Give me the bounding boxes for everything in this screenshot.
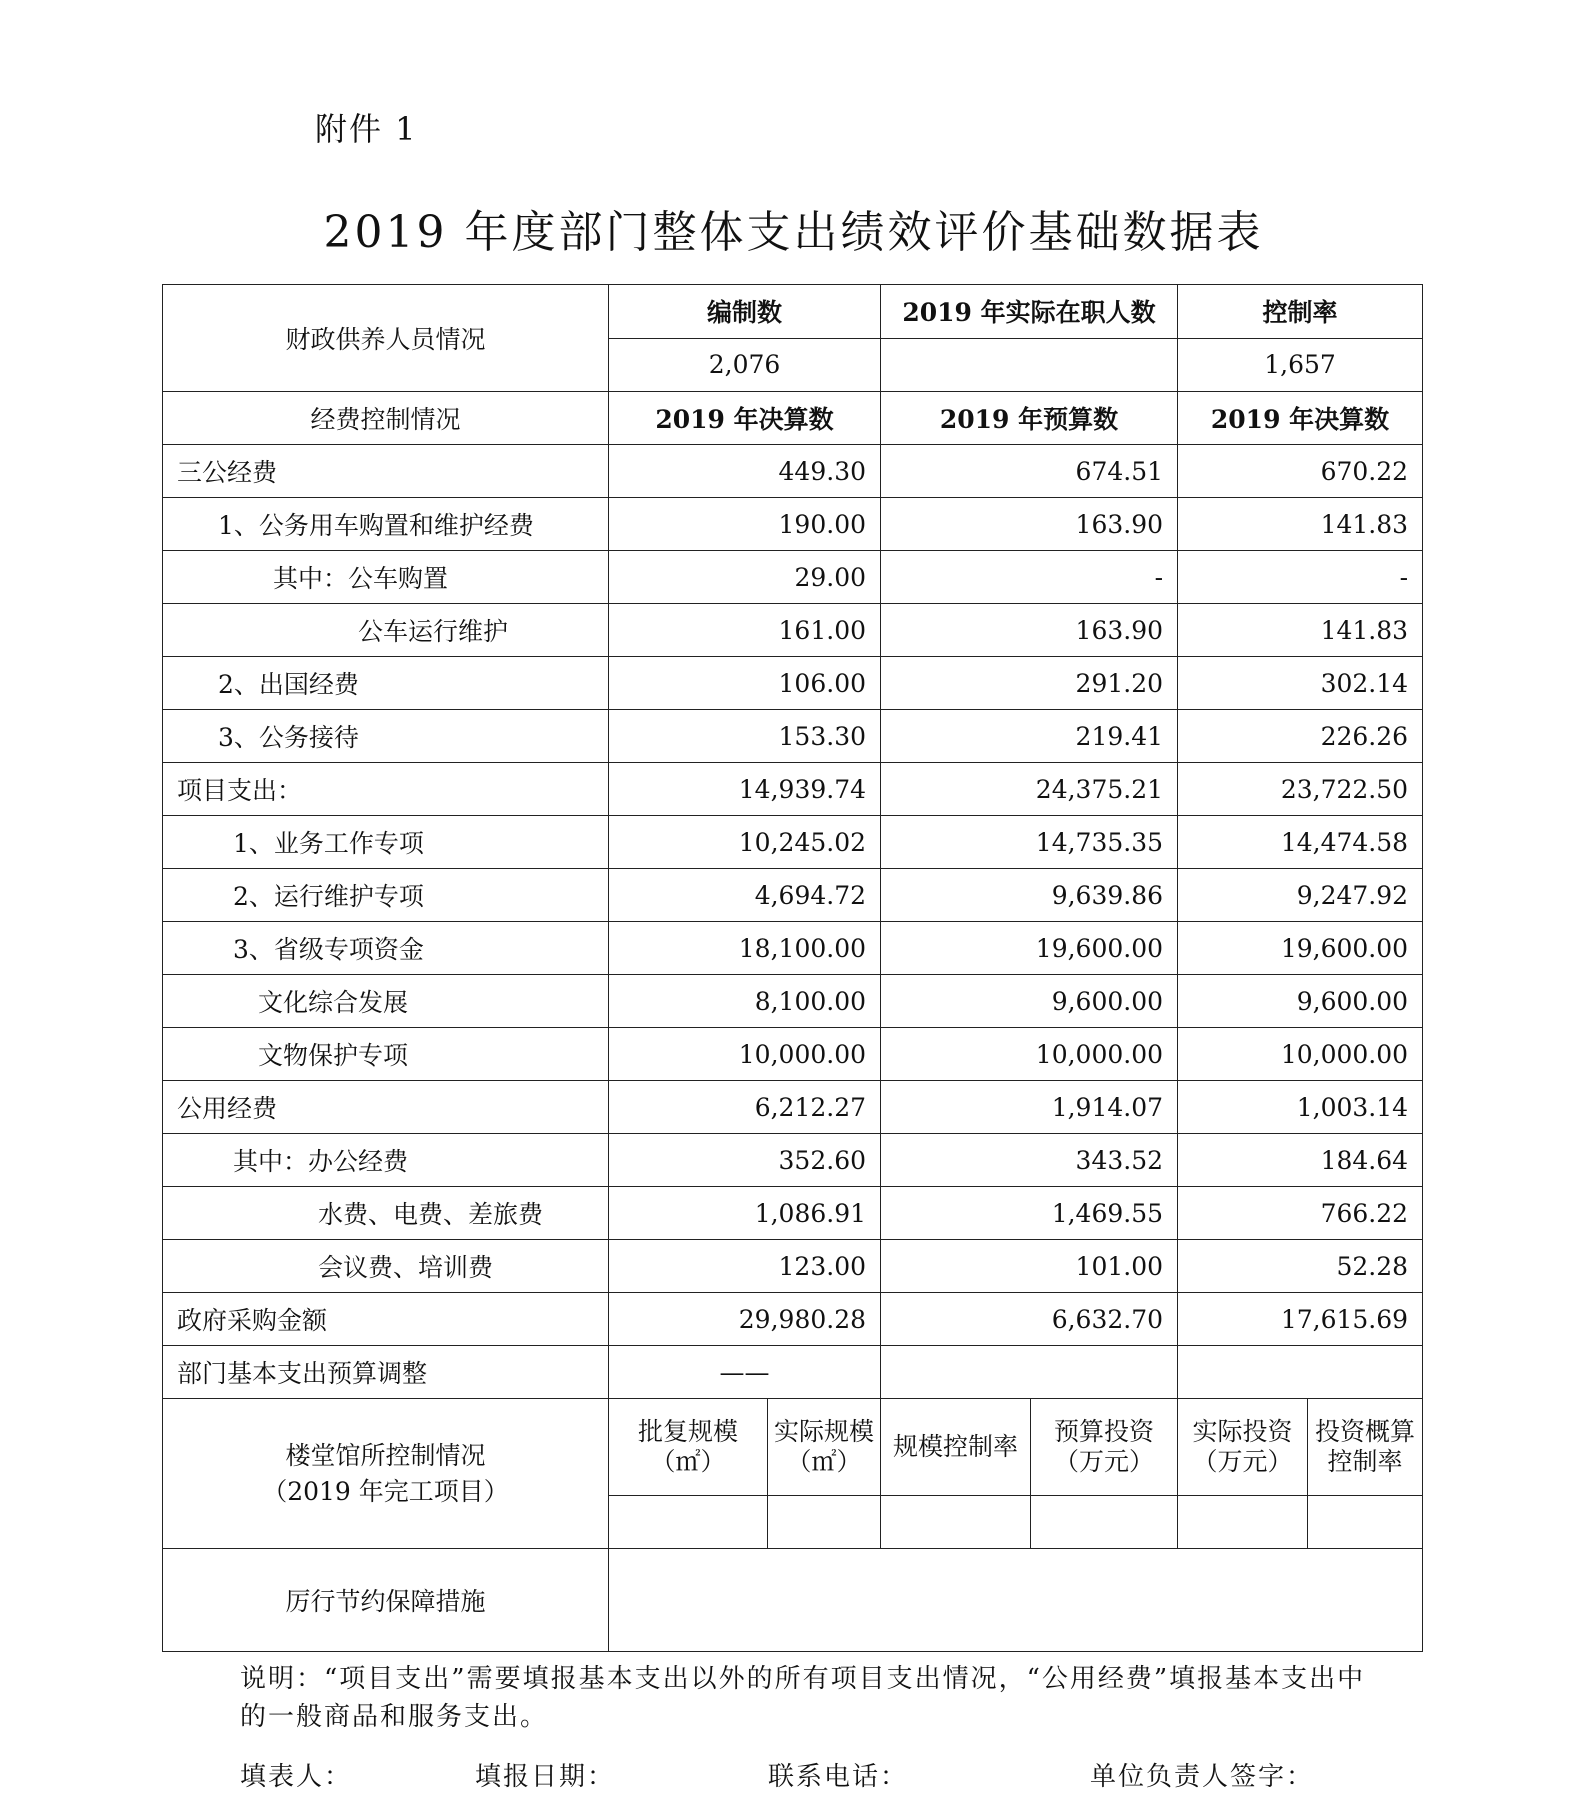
- header-approved-scale: 批复规模（㎡）: [609, 1399, 768, 1496]
- cell-value: -: [881, 551, 1178, 604]
- value-actual-staff: [881, 338, 1178, 392]
- header-control-rate: 控制率: [1178, 285, 1423, 339]
- row-label: 政府采购金额: [163, 1293, 609, 1346]
- budget-adjust-value: ——: [609, 1346, 881, 1399]
- header-actual-scale: 实际规模（㎡）: [768, 1399, 881, 1496]
- cell-value: 1,086.91: [609, 1187, 881, 1240]
- row-label: 1、公务用车购置和维护经费: [163, 498, 609, 551]
- cell-value: 343.52: [881, 1134, 1178, 1187]
- header-actual-investment: 实际投资（万元）: [1178, 1399, 1308, 1496]
- table-row: [163, 1028, 1423, 1081]
- row-label: 2、出国经费: [163, 657, 609, 710]
- cell-value: 52.28: [1178, 1240, 1423, 1293]
- cell-value: 14,735.35: [881, 816, 1178, 869]
- cell-value: 9,247.92: [1178, 869, 1423, 922]
- cell-value: 184.64: [1178, 1134, 1423, 1187]
- cell-value: -: [1178, 551, 1423, 604]
- funding-label: 经费控制情况: [163, 392, 609, 445]
- table-row: [163, 763, 1423, 816]
- empty-cell: [1308, 1496, 1423, 1549]
- cell-value: 6,212.27: [609, 1081, 881, 1134]
- cell-value: 18,100.00: [609, 922, 881, 975]
- row-label: 3、公务接待: [163, 710, 609, 763]
- attachment-label: 附件 1: [315, 110, 418, 148]
- row-label: 3、省级专项资金: [163, 922, 609, 975]
- footer-date: 填报日期：: [475, 1762, 616, 1792]
- performance-data-table: [162, 284, 1423, 1652]
- row-label: 文化综合发展: [163, 975, 609, 1028]
- savings-label: 厉行节约保障措施: [163, 1549, 609, 1652]
- row-label: 文物保护专项: [163, 1028, 609, 1081]
- table-row: [163, 604, 1423, 657]
- cell-value: 9,600.00: [881, 975, 1178, 1028]
- table-row: [163, 1346, 1423, 1399]
- buildings-label: [163, 1399, 609, 1549]
- cell-value: 17,615.69: [1178, 1293, 1423, 1346]
- cell-value: 674.51: [881, 445, 1178, 498]
- cell-value: 4,694.72: [609, 869, 881, 922]
- cell-value: 10,000.00: [881, 1028, 1178, 1081]
- row-label: 1、业务工作专项: [163, 816, 609, 869]
- savings-value: [609, 1549, 1423, 1652]
- cell-value: 8,100.00: [609, 975, 881, 1028]
- cell-value: 161.00: [609, 604, 881, 657]
- cell-value: 24,375.21: [881, 763, 1178, 816]
- buildings-label-line2: （2019 年完工项目）: [262, 1476, 509, 1506]
- cell-value: 219.41: [881, 710, 1178, 763]
- cell-value: 190.00: [609, 498, 881, 551]
- row-label: 水费、电费、差旅费: [163, 1187, 609, 1240]
- table-row: [163, 657, 1423, 710]
- cell-value: 106.00: [609, 657, 881, 710]
- table-row: [163, 869, 1423, 922]
- cell-value: 141.83: [1178, 498, 1423, 551]
- cell-value: 123.00: [609, 1240, 881, 1293]
- cell-value: 6,632.70: [881, 1293, 1178, 1346]
- cell-value: 19,600.00: [881, 922, 1178, 975]
- table-row: [163, 1134, 1423, 1187]
- table-row: [163, 445, 1423, 498]
- cell-value: 291.20: [881, 657, 1178, 710]
- empty-cell: [609, 1496, 768, 1549]
- footer-signature: 单位负责人签字：: [1090, 1762, 1315, 1792]
- table-row: [163, 816, 1423, 869]
- page-title: 2019 年度部门整体支出绩效评价基础数据表: [323, 207, 1264, 258]
- cell-value: 670.22: [1178, 445, 1423, 498]
- row-label: 其中：办公经费: [163, 1134, 609, 1187]
- cell-value: 10,245.02: [609, 816, 881, 869]
- table-row: [163, 922, 1423, 975]
- header-actual-staff: 2019 年实际在职人数: [881, 285, 1178, 339]
- header-budget: 2019 年预算数: [881, 392, 1178, 445]
- header-scale-control-rate: 规模控制率: [881, 1399, 1031, 1496]
- cell-value: 29,980.28: [609, 1293, 881, 1346]
- buildings-label-line1: 楼堂馆所控制情况: [285, 1440, 486, 1470]
- cell-value: 449.30: [609, 445, 881, 498]
- header-budget-investment: 预算投资（万元）: [1031, 1399, 1178, 1496]
- cell-value: 29.00: [609, 551, 881, 604]
- table-row: [163, 975, 1423, 1028]
- table-row: [163, 498, 1423, 551]
- row-label: 公用经费: [163, 1081, 609, 1134]
- cell-value: 141.83: [1178, 604, 1423, 657]
- staffing-label: 财政供养人员情况: [163, 285, 609, 392]
- footer-filler: 填表人：: [240, 1762, 353, 1792]
- empty-cell: [1178, 1346, 1423, 1399]
- cell-value: 14,474.58: [1178, 816, 1423, 869]
- cell-value: 352.60: [609, 1134, 881, 1187]
- header-establishment: 编制数: [609, 285, 881, 339]
- header-investment-control-rate: 投资概算控制率: [1308, 1399, 1423, 1496]
- cell-value: 163.90: [881, 604, 1178, 657]
- cell-value: 9,600.00: [1178, 975, 1423, 1028]
- table-row: [163, 1240, 1423, 1293]
- header-final-account-2: 2019 年决算数: [1178, 392, 1423, 445]
- budget-adjust-label: 部门基本支出预算调整: [163, 1346, 609, 1399]
- cell-value: 226.26: [1178, 710, 1423, 763]
- table-row: [163, 1187, 1423, 1240]
- row-label: 三公经费: [163, 445, 609, 498]
- cell-value: 1,469.55: [881, 1187, 1178, 1240]
- table-row: [163, 1081, 1423, 1134]
- cell-value: 153.30: [609, 710, 881, 763]
- row-label: 其中：公车购置: [163, 551, 609, 604]
- cell-value: 1,914.07: [881, 1081, 1178, 1134]
- value-establishment: 2,076: [609, 338, 881, 392]
- cell-value: 14,939.74: [609, 763, 881, 816]
- cell-value: 9,639.86: [881, 869, 1178, 922]
- table-row: [163, 710, 1423, 763]
- cell-value: 1,003.14: [1178, 1081, 1423, 1134]
- footer-phone: 联系电话：: [768, 1762, 909, 1792]
- table-row: [163, 1293, 1423, 1346]
- cell-value: 10,000.00: [1178, 1028, 1423, 1081]
- row-label: 2、运行维护专项: [163, 869, 609, 922]
- cell-value: 23,722.50: [1178, 763, 1423, 816]
- empty-cell: [1031, 1496, 1178, 1549]
- table-row: [163, 551, 1423, 604]
- row-label: 公车运行维护: [163, 604, 609, 657]
- cell-value: 101.00: [881, 1240, 1178, 1293]
- empty-cell: [768, 1496, 881, 1549]
- cell-value: 302.14: [1178, 657, 1423, 710]
- row-label: 会议费、培训费: [163, 1240, 609, 1293]
- row-label: 项目支出：: [163, 763, 609, 816]
- cell-value: 19,600.00: [1178, 922, 1423, 975]
- cell-value: 163.90: [881, 498, 1178, 551]
- empty-cell: [881, 1346, 1178, 1399]
- header-final-account: 2019 年决算数: [609, 392, 881, 445]
- empty-cell: [881, 1496, 1031, 1549]
- cell-value: 766.22: [1178, 1187, 1423, 1240]
- empty-cell: [1178, 1496, 1308, 1549]
- value-control-rate: 1,657: [1178, 338, 1423, 392]
- cell-value: 10,000.00: [609, 1028, 881, 1081]
- note-text: 说明：“项目支出”需要填报基本支出以外的所有项目支出情况，“公用经费”填报基本支出中的一般商品和服务支出。: [240, 1664, 1366, 1732]
